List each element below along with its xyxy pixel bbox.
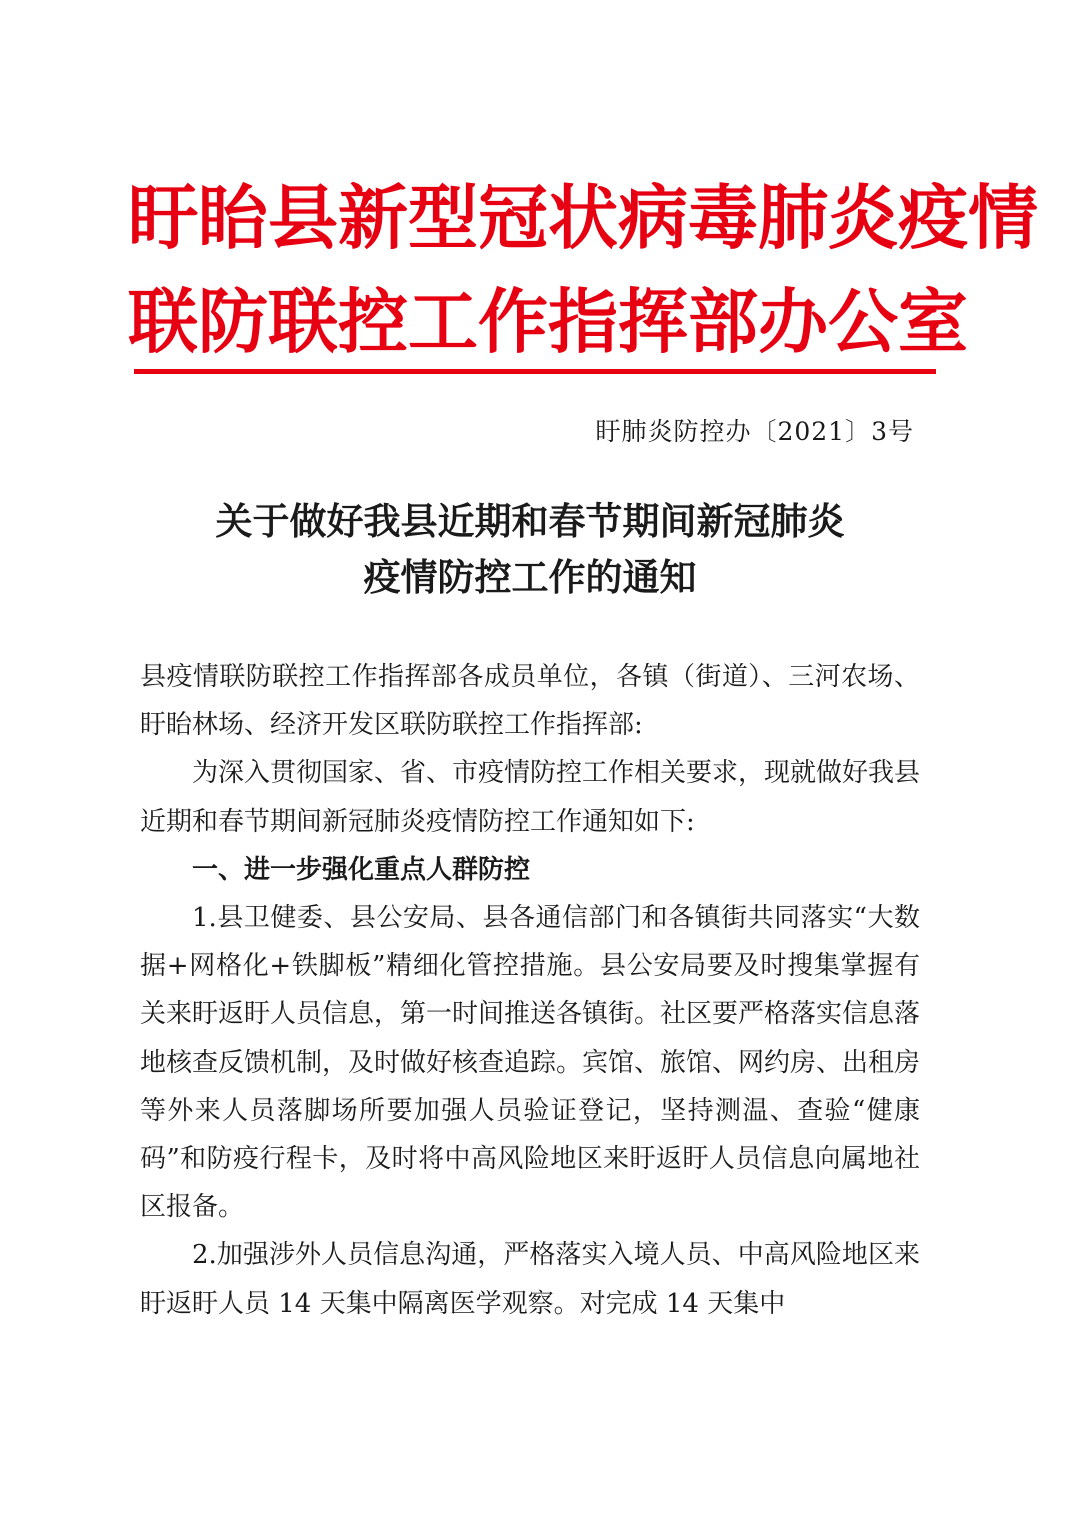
section-1-item-2: 2.加强涉外人员信息沟通，严格落实入境人员、中高风险地区来盱返盱人员 14 天集中隔离医学观察。对完成 14 天集中 <box>140 1240 920 1319</box>
red-divider-rule <box>134 369 936 374</box>
section-1-item-1: 1.县卫健委、县公安局、县各通信部门和各镇街共同落实“大数据+网格化+铁脚板”精细化管控措施。县公安局要及时搜集掌握有关来盱返盱人员信息，第一时间推送各镇街。社区要严格落实信息落地核查反馈机制，及时做好核查追踪。宾馆、旅馆、网约房、出租房等外来人员落脚场所要加强人员验证登记，坚持测温、查验“健康码”和防疫行程卡，及时将中高风险地区来盱返盱人员信息向属地社区报备。 <box>140 903 921 1223</box>
title-line-2: 疫情防控工作的通知 <box>363 555 697 599</box>
title-line-1: 关于做好我县近期和春节期间新冠肺炎 <box>215 499 845 543</box>
section-1-heading: 一、进一步强化重点人群防控 <box>192 854 531 885</box>
intro-paragraph: 为深入贯彻国家、省、市疫情防控工作相关要求，现就做好我县近期和春节期间新冠肺炎疫情防控工作通知如下: <box>140 758 921 837</box>
letterhead-line-2: 联防联控工作指挥部办公室 <box>128 281 968 363</box>
addressee: 县疫情联防联控工作指挥部各成员单位，各镇（街道）、三河农场、盱眙林场、经济开发区联防联控工作指挥部: <box>140 662 920 741</box>
document-number: 盱肺炎防控办〔2021〕3号 <box>595 417 914 446</box>
document-body <box>140 653 920 1328</box>
letterhead-line-1: 盱眙县新型冠状病毒肺炎疫情 <box>128 177 1038 259</box>
document-title <box>140 493 920 605</box>
